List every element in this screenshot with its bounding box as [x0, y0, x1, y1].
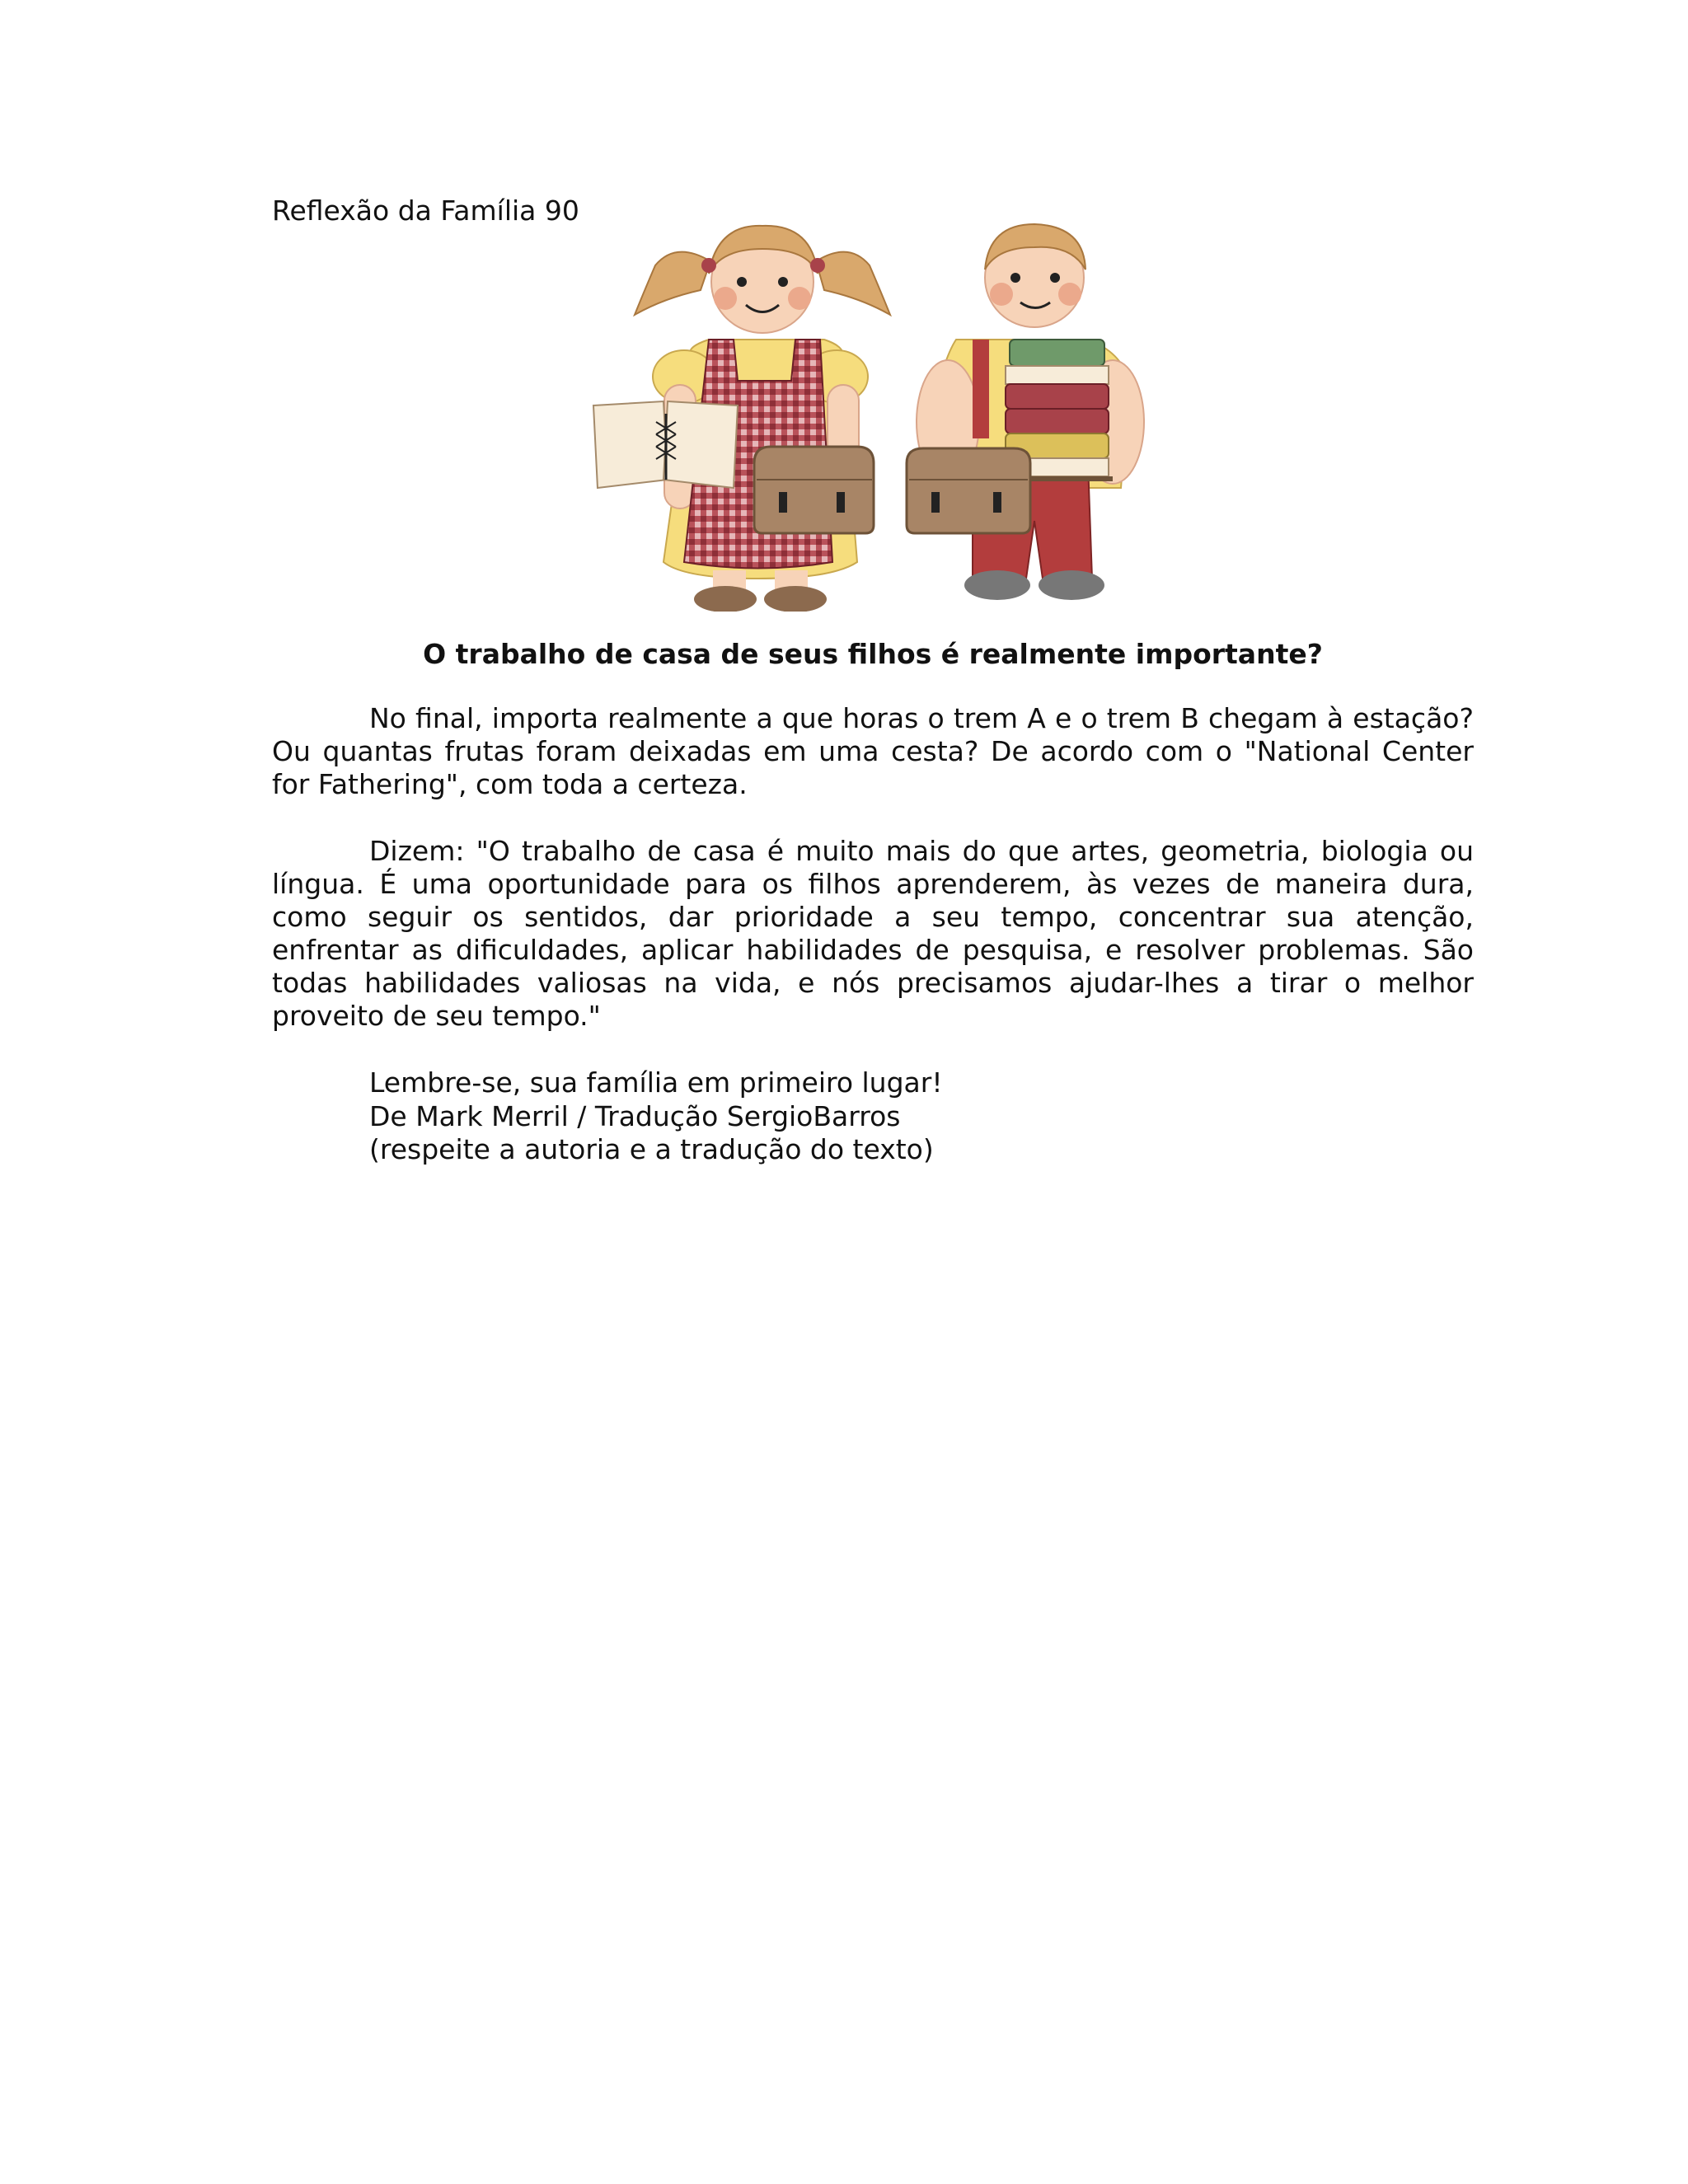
- paragraph: Dizem: "O trabalho de casa é muito mais do que artes, geometria, biologia ou língua. É uma oportunidade para os filhos aprenderem, às vezes de maneira dura, como seguir os sentidos, dar prioridade a seu tempo, concentrar sua atenção, enfrentar as dificuldades, aplicar habilidades de pesquisa, e resolver problemas. São todas habilidades valiosas na vida, e nós precisamos ajudar-lhes a tirar o melhor proveito de seu tempo.": [272, 835, 1474, 1032]
- article-heading: O trabalho de casa de seus filhos é realmente importante?: [423, 638, 1323, 670]
- girl-figure: [593, 226, 890, 612]
- satchel-icon: [754, 447, 874, 533]
- closing-block: [272, 1066, 1474, 1167]
- satchel-icon: [907, 448, 1030, 533]
- open-book-icon: [593, 401, 738, 488]
- document-page: [272, 191, 1474, 1165]
- paragraph: No final, importa realmente a que horas o trem A e o trem B chegam à estação? Ou quantas frutas foram deixadas em uma cesta? De acordo com o "National Center for Fathering", com toda a certeza.: [272, 702, 1474, 800]
- author-credit: De Mark Merril / Tradução SergioBarros: [369, 1099, 901, 1132]
- copyright-note: (respeite a autoria e a tradução do texto): [369, 1133, 934, 1165]
- children-with-books-illustration: [585, 216, 1162, 612]
- closing-line: Lembre-se, sua família em primeiro lugar!: [369, 1066, 943, 1099]
- boy-figure: [907, 224, 1144, 600]
- document-title: Reflexão da Família 90: [272, 194, 579, 227]
- article-body: [272, 702, 1474, 1167]
